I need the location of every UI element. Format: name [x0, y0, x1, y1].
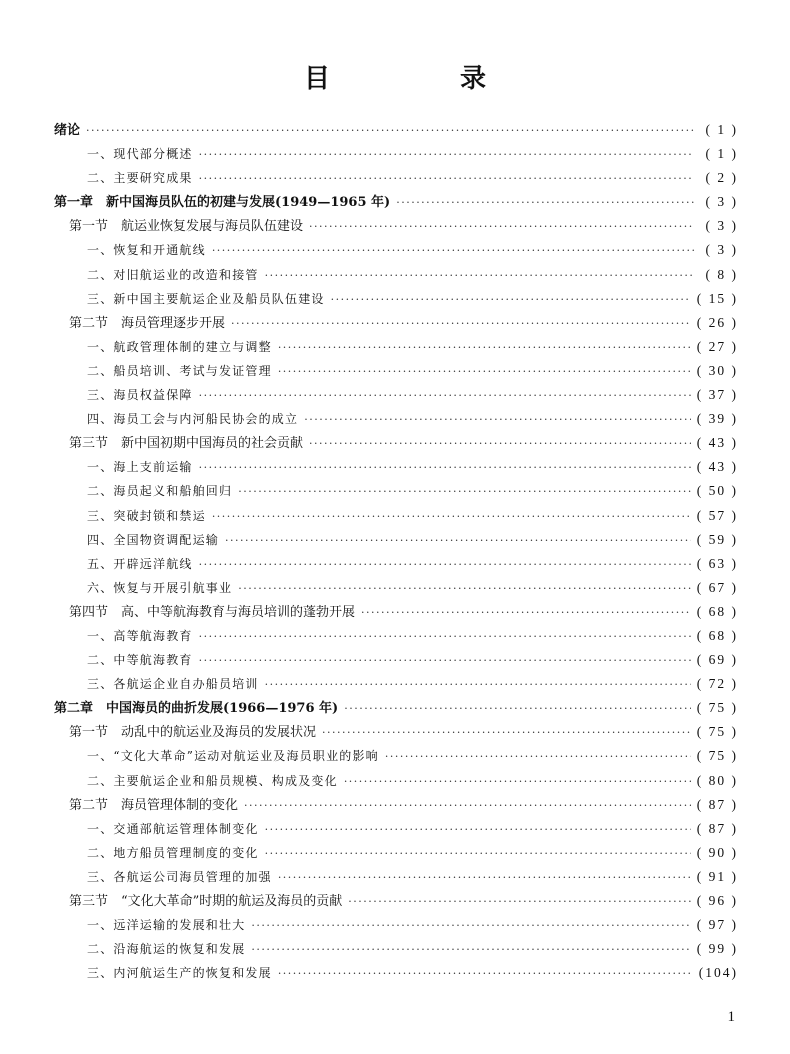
- toc-subsection-row[interactable]: [54, 166, 738, 190]
- toc-entry-page: ( 75 ): [696, 748, 738, 764]
- toc-entry-label: 二、对旧航运业的改造和接管: [87, 267, 259, 282]
- toc-entry-page: ( 2 ): [705, 170, 738, 186]
- toc-entry-label: 一、远洋运输的发展和壮大: [87, 918, 246, 933]
- toc-subsection-row[interactable]: [54, 817, 738, 841]
- toc-entry-label: 一、航政管理体制的建立与调整: [87, 339, 272, 354]
- toc-subsection-row[interactable]: [54, 648, 738, 672]
- page-title: 目 录: [303, 64, 538, 94]
- toc-entry-label: 二、主要航运企业和船员规模、构成及变化: [87, 773, 338, 788]
- dot-leader: [385, 745, 691, 769]
- toc-subsection-row[interactable]: [54, 407, 738, 431]
- toc-entry-page: ( 43 ): [696, 435, 738, 451]
- dot-leader: [344, 770, 691, 794]
- toc-section-row[interactable]: [54, 600, 738, 624]
- toc-section-row[interactable]: [54, 311, 738, 335]
- toc-subsection-row[interactable]: [54, 576, 738, 600]
- dot-leader: [278, 866, 691, 890]
- toc-section-row[interactable]: [54, 793, 738, 817]
- toc-entry-page: ( 69 ): [696, 652, 738, 668]
- toc-subsection-row[interactable]: [54, 937, 738, 961]
- toc-entry-page: ( 63 ): [696, 555, 738, 571]
- toc-entry-label: 一、海上支前运输: [87, 460, 193, 475]
- toc-entry-label: 二、地方船员管理制度的变化: [87, 845, 259, 860]
- toc-entry-label: 一、交通部航运管理体制变化: [87, 821, 259, 836]
- toc-entry-page: ( 57 ): [696, 507, 738, 523]
- toc-entry-page: ( 68 ): [696, 627, 738, 643]
- dot-leader: [199, 456, 691, 480]
- dot-leader: [278, 360, 691, 384]
- toc-entry-page: ( 59 ): [696, 531, 738, 547]
- toc-entry-label: 三、新中国主要航运企业及船员队伍建设: [87, 291, 325, 306]
- toc-entry-label: 第二章 中国海员的曲折发展(1966—1976 年): [54, 701, 339, 717]
- dot-leader: [322, 721, 691, 745]
- dot-leader: [86, 119, 694, 143]
- toc-chapter-row[interactable]: [54, 118, 738, 142]
- toc-entry-page: ( 67 ): [696, 579, 738, 595]
- toc-subsection-row[interactable]: [54, 744, 738, 768]
- toc-entry-page: (104): [698, 965, 738, 981]
- table-of-contents: [54, 118, 738, 985]
- toc-entry-label: 三、各航运企业自办船员培训: [87, 677, 259, 692]
- toc-subsection-row[interactable]: [54, 961, 738, 985]
- toc-subsection-row[interactable]: [54, 335, 738, 359]
- dot-leader: [231, 312, 691, 336]
- dot-leader: [331, 288, 691, 312]
- dot-leader: [225, 529, 691, 553]
- dot-leader: [199, 649, 691, 673]
- toc-entry-page: ( 37 ): [696, 387, 738, 403]
- toc-entry-page: ( 75 ): [696, 700, 738, 716]
- toc-entry-page: ( 1 ): [705, 122, 738, 137]
- toc-entry-label: 第一节 动乱中的航运业及海员的发展状况: [69, 725, 317, 741]
- dot-leader: [278, 962, 693, 986]
- dot-leader: [361, 601, 691, 625]
- toc-entry-page: ( 68 ): [696, 603, 738, 619]
- dot-leader: [212, 505, 691, 529]
- toc-entry-label: 第二节 海员管理体制的变化: [69, 797, 239, 813]
- dot-leader: [265, 842, 691, 866]
- toc-entry-label: 第一节 航运业恢复发展与海员队伍建设: [69, 219, 304, 235]
- toc-entry-page: ( 90 ): [696, 844, 738, 860]
- toc-section-row[interactable]: [54, 214, 738, 238]
- dot-leader: [304, 408, 691, 432]
- toc-section-row[interactable]: [54, 431, 738, 455]
- toc-entry-label: 二、主要研究成果: [87, 171, 193, 186]
- toc-entry-page: ( 39 ): [696, 411, 738, 427]
- toc-subsection-row[interactable]: [54, 263, 738, 287]
- toc-entry-label: 三、各航运公司海员管理的加强: [87, 869, 272, 884]
- toc-subsection-row[interactable]: [54, 672, 738, 696]
- dot-leader: [348, 890, 690, 914]
- toc-entry-page: ( 75 ): [696, 724, 738, 740]
- dot-leader: [396, 191, 694, 215]
- toc-subsection-row[interactable]: [54, 479, 738, 503]
- dot-leader: [265, 264, 694, 288]
- toc-entry-page: ( 87 ): [696, 796, 738, 812]
- toc-entry-label: 二、船员培训、考试与发证管理: [87, 363, 272, 378]
- toc-entry-label: 第三节 新中国初期中国海员的社会贡献: [69, 436, 304, 452]
- dot-leader: [199, 384, 691, 408]
- toc-entry-page: ( 3 ): [705, 194, 738, 210]
- toc-subsection-row[interactable]: [54, 913, 738, 937]
- toc-entry-page: ( 15 ): [696, 290, 738, 306]
- toc-subsection-row[interactable]: [54, 504, 738, 528]
- toc-subsection-row[interactable]: [54, 287, 738, 311]
- toc-subsection-row[interactable]: [54, 455, 738, 479]
- dot-leader: [212, 239, 694, 263]
- toc-entry-label: 二、中等航海教育: [87, 653, 193, 668]
- toc-entry-label: 第三节 “文化大革命”时期的航运及海员的贡献: [69, 894, 343, 909]
- toc-subsection-row[interactable]: [54, 383, 738, 407]
- dot-leader: [238, 577, 691, 601]
- dot-leader: [278, 336, 691, 360]
- dot-leader: [309, 215, 694, 239]
- dot-leader: [265, 673, 691, 697]
- dot-leader: [199, 143, 694, 167]
- toc-entry-page: ( 27 ): [696, 338, 738, 354]
- toc-entry-page: ( 87 ): [696, 820, 738, 836]
- dot-leader: [309, 432, 691, 456]
- toc-entry-page: ( 3 ): [705, 242, 738, 258]
- toc-entry-label: 一、恢复和开通航线: [87, 243, 206, 258]
- toc-entry-label: 第一章 新中国海员队伍的初建与发展(1949—1965 年): [54, 195, 391, 211]
- toc-entry-label: 三、海员权益保障: [87, 388, 193, 403]
- dot-leader: [344, 697, 691, 721]
- toc-entry-label: 四、海员工会与内河船民协会的成立: [87, 412, 299, 427]
- toc-entry-page: ( 72 ): [696, 676, 738, 692]
- toc-entry-label: 四、全国物资调配运输: [87, 532, 220, 547]
- toc-entry-page: ( 8 ): [705, 266, 738, 282]
- toc-chapter-row[interactable]: [54, 696, 738, 720]
- toc-entry-page: ( 1 ): [705, 146, 738, 162]
- toc-section-row[interactable]: [54, 720, 738, 744]
- toc-entry-page: ( 96 ): [696, 893, 738, 908]
- dot-leader: [199, 625, 691, 649]
- toc-entry-label: 第二节 海员管理逐步开展: [69, 315, 226, 331]
- toc-entry-page: ( 30 ): [696, 362, 738, 378]
- toc-entry-page: ( 50 ): [696, 483, 738, 499]
- toc-subsection-row[interactable]: [54, 359, 738, 383]
- dot-leader: [251, 914, 690, 938]
- toc-chapter-row[interactable]: [54, 190, 738, 214]
- toc-entry-label: 一、“文化大革命”运动对航运业及海员职业的影响: [87, 749, 379, 764]
- toc-subsection-row[interactable]: [54, 841, 738, 865]
- toc-subsection-row[interactable]: [54, 528, 738, 552]
- dot-leader: [238, 480, 691, 504]
- toc-entry-page: ( 3 ): [705, 218, 738, 234]
- toc-entry-label: 五、开辟远洋航线: [87, 556, 193, 571]
- toc-entry-page: ( 91 ): [696, 868, 738, 884]
- toc-entry-page: ( 26 ): [696, 314, 738, 330]
- toc-entry-label: 一、高等航海教育: [87, 628, 193, 643]
- toc-section-row[interactable]: [54, 889, 738, 913]
- toc-entry-page: ( 80 ): [696, 772, 738, 788]
- toc-entry-page: ( 97 ): [696, 917, 738, 933]
- dot-leader: [265, 818, 691, 842]
- dot-leader: [199, 167, 694, 191]
- toc-entry-label: 第四节 高、中等航海教育与海员培训的蓬勃开展: [69, 604, 356, 620]
- dot-leader: [244, 794, 691, 818]
- toc-subsection-row[interactable]: [54, 865, 738, 889]
- toc-entry-label: 一、现代部分概述: [87, 147, 193, 162]
- toc-subsection-row[interactable]: [54, 142, 738, 166]
- dot-leader: [251, 938, 690, 962]
- toc-entry-label: 三、内河航运生产的恢复和发展: [87, 966, 272, 981]
- toc-entry-label: 六、恢复与开展引航事业: [87, 580, 233, 595]
- toc-entry-label: 绪论: [54, 123, 81, 138]
- toc-entry-label: 三、突破封锁和禁运: [87, 508, 206, 523]
- toc-subsection-row[interactable]: [54, 769, 738, 793]
- toc-entry-page: ( 43 ): [696, 459, 738, 475]
- toc-subsection-row[interactable]: [54, 552, 738, 576]
- toc-subsection-row[interactable]: [54, 624, 738, 648]
- page-number: 1: [727, 1009, 735, 1025]
- toc-entry-label: 二、海员起义和船舶回归: [87, 484, 233, 499]
- toc-subsection-row[interactable]: [54, 238, 738, 262]
- dot-leader: [199, 553, 691, 577]
- toc-entry-page: ( 99 ): [696, 941, 738, 957]
- toc-entry-label: 二、沿海航运的恢复和发展: [87, 942, 246, 957]
